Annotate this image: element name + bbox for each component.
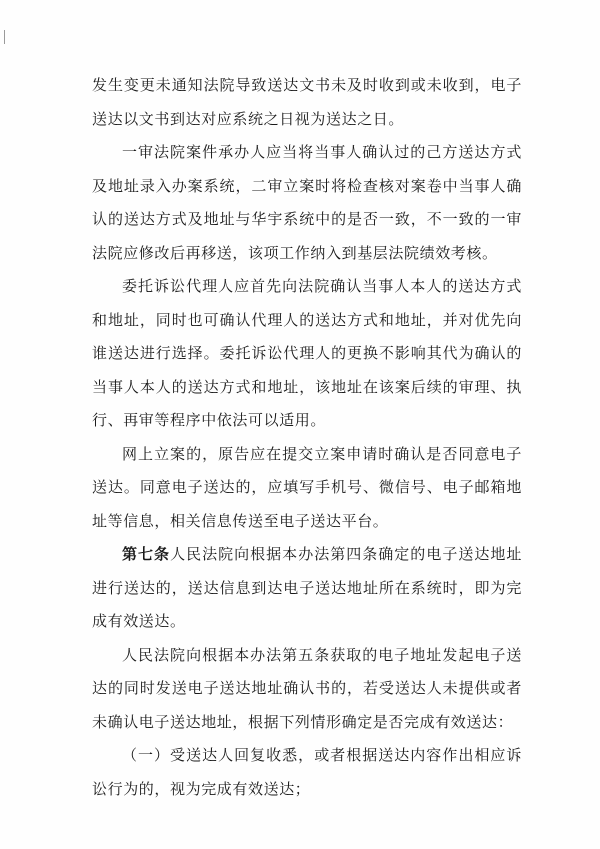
paragraph-first-instance-entry: 一审法院案件承办人应当将当事人确认过的己方送达方式及地址录入办案系统，二审立案时将检查核对案卷中当事人确认的送达方式及地址与华宇系统中的是否一致，不一致的一审法院应修改后再移送，该项工作纳入到基层法院绩效考核。 — [92, 143, 522, 262]
paragraph-agent-confirmation: 委托诉讼代理人应首先向法院确认当事人本人的送达方式和地址，同时也可确认代理人的送达方式和地址，并对优先向谁送达进行选择。委托诉讼代理人的更换不影响其代为确认的当事人本人的送达方式和地址，该地址在该案后续的审理、执行、再审等程序中依法可以适用。 — [92, 277, 522, 429]
article-seven-text: 人民法院向根据本办法第四条确定的电子送达地址进行送达的，送达信息到达电子送达地址所在系统时，即为完成有效送达。 — [92, 545, 523, 630]
document-body — [92, 69, 522, 806]
scan-margin-mark — [4, 30, 5, 44]
paragraph-item-one: （一）受送达人回复收悉，或者根据送达内容作出相应诉讼行为的，视为完成有效送达； — [92, 746, 522, 798]
paragraph-article-seven — [92, 538, 522, 639]
article-number: 第七条 — [122, 545, 171, 563]
paragraph-delivery-change: 发生变更未通知法院导致送达文书未及时收到或未收到，电子送达以文书到达对应系统之日视为送达之日。 — [92, 76, 522, 128]
paragraph-online-filing: 网上立案的，原告应在提交立案申请时确认是否同意电子送达。同意电子送达的，应填写手机号、微信号、电子邮箱地址等信息，相关信息传送至电子送达平台。 — [92, 444, 522, 530]
paragraph-article-five-address: 人民法院向根据本办法第五条获取的电子地址发起电子送达的同时发送电子送达地址确认书的，若受送达人未提供或者未确认电子送达地址，根据下列情形确定是否完成有效送达： — [92, 645, 522, 731]
